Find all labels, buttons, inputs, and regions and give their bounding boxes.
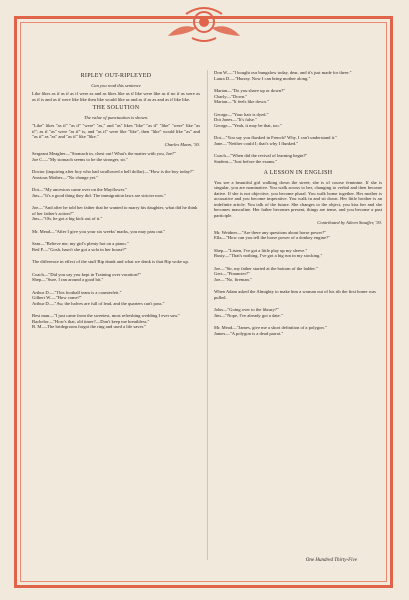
joke-line: Mr. Mead—"After I give you your six weeks' marks, you may pass out." — [32, 228, 166, 234]
ripley-subtitle: Can you read this sentence — [91, 82, 141, 88]
joke-line: Shep—"Sure, I ran around a good bit." — [32, 277, 104, 282]
joke-item — [32, 205, 200, 222]
joke-line: Marian—"It feels like down." — [214, 99, 269, 104]
cherub-ornament-icon — [166, 4, 242, 42]
joke-line: When Adam asked the Almighty to make him a woman out of his rib the first boner was pulled. — [214, 289, 376, 300]
joke-item — [32, 151, 200, 162]
joke-line: Charly—"Down." — [214, 93, 248, 99]
right-joke-list-top — [214, 70, 382, 164]
joke-item — [214, 70, 382, 81]
joke-line: George—"Your hair is dyed." — [214, 111, 269, 117]
joke-item — [32, 313, 200, 330]
joke-line: Arthur D.—"This football team is a counterfeit." — [32, 289, 122, 295]
joke-line: Best man—"I just came from the sweetest, most refreshing wedding I ever saw." — [32, 313, 181, 318]
joke-line: Sergeant Meagher—"Stomach in, chest out! What's the matter with you, Joe?" — [32, 151, 176, 156]
joke-item — [214, 307, 382, 318]
joke-line: Red P.—"Gosh, hasn't she got a sofa in her house?" — [32, 246, 127, 252]
joke-line: Laura D.—"Hurray. Now I can bring mother along." — [214, 75, 311, 81]
joke-line: James—"A polygon is a dead parrot." — [214, 330, 284, 336]
joke-line: George—"Yeah, it may be that, too." — [214, 122, 282, 128]
joke-item — [214, 153, 382, 164]
joke-line: Gert—"Financier?" — [214, 271, 250, 276]
joke-line: Rusty—"That's nothing, I've got a big run in my stocking." — [214, 253, 323, 258]
joke-item — [214, 230, 382, 241]
joke-item — [32, 187, 200, 198]
joke-line: Student—"Just before the exams." — [214, 158, 278, 164]
page-number: One Hundred Thirty-Five — [305, 558, 357, 563]
joke-item — [32, 259, 200, 265]
joke-line: B. M.—The bridegroom forgot the ring and used a life saver." — [32, 324, 146, 329]
joke-item — [32, 169, 200, 180]
joke-item — [32, 290, 200, 307]
joke-line: Coach—"Did you say you kept in Training over vacation?" — [32, 271, 141, 277]
joke-item — [32, 229, 200, 235]
joke-line: Mr. Weidner—"Are there any questions about horse power?" — [214, 229, 326, 235]
joke-line: Ella—"How can you tell the horse power of a donkey engine?" — [214, 235, 331, 240]
joke-line: Jim—"Oh, he got a big kick out of it." — [32, 216, 103, 221]
right-joke-list-bottom — [214, 230, 382, 337]
right-column — [214, 70, 382, 343]
solution-title: THE SOLUTION — [92, 105, 140, 111]
joke-item — [32, 241, 200, 252]
joke-item — [214, 325, 382, 336]
joke-line: Bachelor—"How's that, old timer?—Don't keep me breathless." — [32, 318, 150, 324]
joke-item — [214, 266, 382, 283]
joke-line: Joe—"No, fireman." — [214, 276, 252, 282]
joke-item — [214, 289, 382, 300]
joke-line: Don W.—"I bought our bungalow today, dear, and it's just made for three." — [214, 70, 352, 75]
joke-line: John—"Going over to the library?" — [214, 307, 279, 312]
lesson-credit: Contributed by Aileen Stauffer, '30. — [317, 220, 382, 225]
joke-line: Jane—"Neither could I; that's why I flunked." — [214, 140, 299, 146]
joke-line: Jim—"It's a good thing they did. The immigration laws are stricter now." — [32, 192, 166, 198]
lesson-text: You see a beautiful girl walking down the street; she is of course feminine. If she is singular, you are nominative. You walk across to her, changing to verbal and then become dative. If she is not objective, you become plural. You walk home together. Her mother is accusative and you become imperative. You walk in and sit down. Her little brother is an indefinite article. You talk of the future. She changes to the object, you kiss her and she becomes masculine. Her father becomes present, things are tense, and you become a past participle. — [214, 179, 382, 218]
solution-credit: Charles Mann, '30. — [164, 141, 200, 147]
joke-line: Joe—"Sir, my father started at the bottom of the ladder." — [214, 265, 318, 271]
joke-line: Dot—"You say you flunked in French? Why, I can't understand it." — [214, 135, 338, 140]
joke-line: Marian—"Do you shave up or down?" — [214, 88, 285, 93]
left-column — [32, 70, 200, 337]
joke-line: Joe—"And after he told her father that he wanted to marry his daughter, what did he think of her father's action?" — [32, 205, 198, 216]
joke-line: Dot—"My ancestors came over on the Mayflower." — [32, 187, 127, 192]
joke-line: Jim—"Nope, I've already got a date." — [214, 312, 283, 318]
joke-line: Coach—"When did the revival of learning begin?" — [214, 153, 308, 158]
joke-item — [214, 88, 382, 105]
joke-item — [214, 112, 382, 129]
joke-line: Mr. Mead—"James, give me a short definition of a polygon." — [214, 325, 327, 330]
joke-line: Anxious Mother—"No change yet." — [32, 174, 99, 180]
joke-line: Joe C.—"My stomach seems to be the stronger, sir." — [32, 156, 128, 162]
ripley-text: Like likes as if as if as if were as and as likes like as if like were like as if no if as were as as if is and as if were like like then like would like as and as if as as and as if like like. — [32, 91, 200, 102]
joke-line: Sam—"Believe me, my girl's plenty hot on a piano." — [32, 241, 129, 246]
solution-text: "Like" likes "as if" "as if" "were" "as," and "as" likes "like" "as if" "like" "were" like "as if"; as if "as" were "as if" is, and "as if" were like "like", then "like" would like "as" and "as if" as "as" and "as if" like "like." — [32, 123, 200, 139]
ripley-title: RIPLEY OUT-RIPLEYED — [80, 73, 152, 79]
joke-line: Gilbert W.—"How come?" — [32, 295, 82, 300]
joke-line: The difference in effect of the stuff Rip drank and what we drink is that Rip woke up. — [32, 259, 189, 264]
lesson-title: A LESSON IN ENGLISH — [263, 170, 333, 176]
joke-line: Arthur D.—"Aw, the halves are full of lead, and the quarters can't pass." — [32, 300, 165, 306]
joke-item — [214, 135, 382, 146]
joke-item — [32, 272, 200, 283]
left-joke-list — [32, 151, 200, 330]
joke-item — [214, 248, 382, 259]
solution-subtitle: The value of punctuation is shown. — [83, 114, 149, 120]
joke-line: Shep—"Listen, I've got a little play up my sleeve." — [214, 247, 308, 253]
joke-line: Doctor (inquiring after boy who had swallowed a bell dollar)—"How is the boy today?" — [32, 169, 194, 174]
column-divider — [207, 70, 208, 560]
joke-line: Dot Jones—"It's false." — [214, 117, 257, 122]
